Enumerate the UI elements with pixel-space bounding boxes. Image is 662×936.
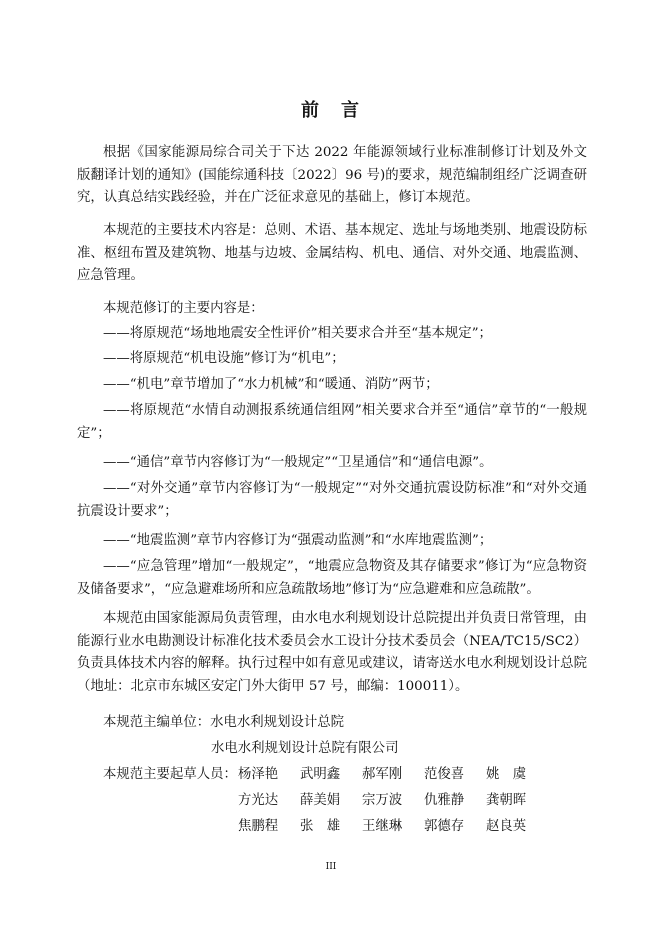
drafter-name: 仇雅静 [424,793,465,808]
drafter-name: 姚 虞 [486,767,527,782]
page-number: III [325,862,337,872]
drafter-name: 武明鑫 [300,767,341,782]
drafter-name: 张 雄 [300,819,341,834]
drafter-name: 王继琳 [362,819,403,834]
drafter-name: 龚朝晖 [486,793,527,808]
drafters-row-3 [238,816,548,839]
drafter-name: 焦鹏程 [238,819,279,834]
editor-unit-2: 水电水利规划设计总院有限公司 [211,741,399,756]
drafter-name: 郭德存 [424,819,465,834]
drafter-name: 宗万波 [362,793,403,808]
drafters-label: 本规范主要起草人员： [103,767,237,782]
drafter-name: 郝军刚 [362,767,403,782]
drafter-name: 赵良英 [486,819,527,834]
revision-item-8: ——“应急管理”增加“一般规定”，“地震应急物资及其存储要求”修订为“应急物资及储备要求”，“应急避难场所和应急疏散场地”修订为“应急避难和应急疏散”。 [77,559,587,597]
drafter-name: 薛美娟 [300,793,341,808]
drafters-row-1 [238,764,548,787]
revision-item-2: ——将原规范“机电设施”修订为“机电”； [103,351,345,366]
paragraph-revision-intro: 本规范修订的主要内容是： [103,301,264,316]
revision-item-3: ——“机电”章节增加了“水力机械”和“暖通、消防”两节； [103,377,439,392]
revision-item-7: ——“地震监测”章节内容修订为“强震动监测”和“水库地震监测”； [103,533,493,548]
paragraph-management: 本规范由国家能源局负责管理，由水电水利规划设计总院提出并负责日常管理，由能源行业水电勘测设计标准化技术委员会水工设计分技术委员会（NEA/TC15/SC2）负责具体技术内容的解释。执行过程中如有意见或建议，请寄送水电水利规划设计总院（地址：北京市东城区安定门外大街甲 57 号，邮编：100011）。 [77,611,587,694]
revision-item-4: ——将原规范“水情自动测报系统通信组网”相关要求合并至“通信”章节的“一般规定”； [77,403,587,441]
revision-item-1: ——将原规范“场地地震安全性评价”相关要求合并至“基本规定”； [103,326,492,341]
editor-label: 本规范主编单位： [103,715,211,730]
drafter-name: 杨泽艳 [238,767,279,782]
revision-item-6: ——“对外交通”章节内容修订为“一般规定”“对外交通抗震设防标准”和“对外交通抗震设计要求”； [77,481,587,519]
revision-item-5: ——“通信”章节内容修订为“一般规定”“卫星通信”和“通信电源”。 [103,455,493,470]
paragraph-technical-content: 本规范的主要技术内容是：总则、术语、基本规定、选址与场地类别、地震设防标准、枢纽布置及建筑物、地基与边坡、金属结构、机电、通信、对外交通、地震监测、应急管理。 [77,223,587,284]
drafter-name: 方光达 [238,793,279,808]
page-title: 前 言 [301,100,361,121]
paragraph-basis: 根据《国家能源局综合司关于下达 2022 年能源领域行业标准制修订计划及外文版翻译计划的通知》(国能综通科技〔2022〕96 号)的要求，规范编制组经广泛调查研究，认真总结实践经验，并在广泛征求意见的基础上，修订本规范。 [77,145,587,206]
drafters-row-2 [238,790,548,813]
drafter-name: 范俊喜 [424,767,465,782]
editor-line-1 [103,712,344,735]
editor-unit-1: 水电水利规划设计总院 [210,715,345,730]
